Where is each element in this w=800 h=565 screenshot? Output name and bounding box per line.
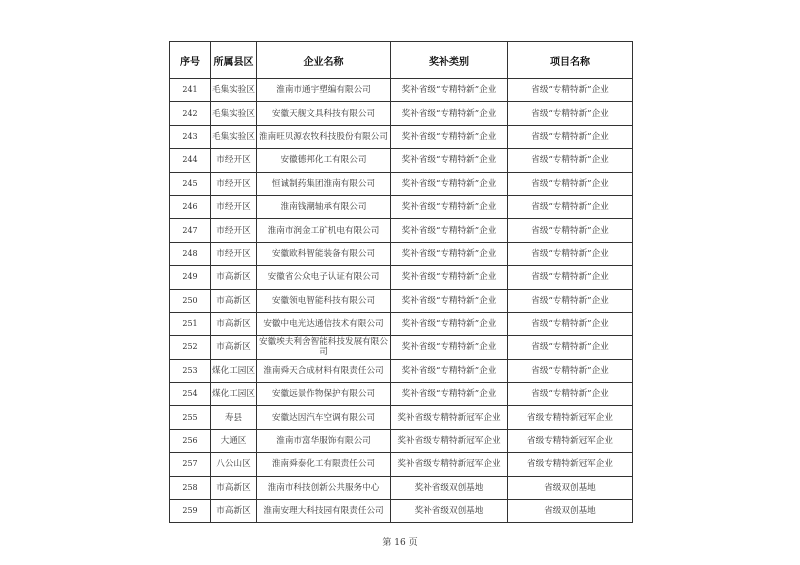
district-cell: 市高新区 <box>211 289 257 312</box>
company-name-cell: 淮南舜天合成材料有限责任公司 <box>257 359 391 382</box>
table-row <box>170 102 633 125</box>
district-cell: 市高新区 <box>211 266 257 289</box>
serial-number-cell: 243 <box>170 125 211 148</box>
district-cell: 市经开区 <box>211 195 257 218</box>
project-name-cell: 省级“专精特新”企业 <box>508 219 633 242</box>
district-cell: 市高新区 <box>211 312 257 335</box>
serial-number-cell: 249 <box>170 266 211 289</box>
table-row <box>170 406 633 429</box>
table-row <box>170 289 633 312</box>
serial-number-cell: 247 <box>170 219 211 242</box>
company-name-cell: 安徽欧科智能装备有限公司 <box>257 242 391 265</box>
subsidy-category-cell: 奖补省级“专精特新”企业 <box>391 125 508 148</box>
subsidy-category-cell: 奖补省级“专精特新”企业 <box>391 359 508 382</box>
serial-number-cell: 251 <box>170 312 211 335</box>
serial-number-cell: 241 <box>170 79 211 102</box>
subsidy-category-cell: 奖补省级“专精特新”企业 <box>391 172 508 195</box>
table-row <box>170 359 633 382</box>
serial-number-cell: 250 <box>170 289 211 312</box>
company-name-cell: 恒诚制药集团淮南有限公司 <box>257 172 391 195</box>
project-name-cell: 省级双创基地 <box>508 476 633 499</box>
project-name-cell: 省级“专精特新”企业 <box>508 242 633 265</box>
table-row <box>170 266 633 289</box>
table-row <box>170 219 633 242</box>
serial-number-cell: 257 <box>170 453 211 476</box>
company-name-cell: 淮南市润金工矿机电有限公司 <box>257 219 391 242</box>
subsidy-category-cell: 奖补省级双创基地 <box>391 500 508 523</box>
subsidy-category-cell: 奖补省级专精特新冠军企业 <box>391 453 508 476</box>
project-name-cell: 省级“专精特新”企业 <box>508 266 633 289</box>
subsidy-category-cell: 奖补省级“专精特新”企业 <box>391 149 508 172</box>
table-row <box>170 500 633 523</box>
subsidy-category-cell: 奖补省级专精特新冠军企业 <box>391 406 508 429</box>
table-header-row <box>170 42 633 79</box>
serial-number-cell: 248 <box>170 242 211 265</box>
company-name-cell: 淮南市通宇塑编有限公司 <box>257 79 391 102</box>
subsidy-category-cell: 奖补省级“专精特新”企业 <box>391 289 508 312</box>
table-row <box>170 79 633 102</box>
table-row <box>170 453 633 476</box>
subsidy-category-cell: 奖补省级双创基地 <box>391 476 508 499</box>
table-row <box>170 242 633 265</box>
district-cell: 煤化工园区 <box>211 359 257 382</box>
table-row <box>170 429 633 452</box>
company-name-cell: 安徽省公众电子认证有限公司 <box>257 266 391 289</box>
table-row <box>170 172 633 195</box>
project-name-cell: 省级“专精特新”企业 <box>508 149 633 172</box>
project-name-cell: 省级双创基地 <box>508 500 633 523</box>
page-number: 第 16 页 <box>382 538 418 548</box>
district-cell: 毛集实验区 <box>211 125 257 148</box>
project-name-cell: 省级“专精特新”企业 <box>508 102 633 125</box>
subsidy-category-cell: 奖补省级“专精特新”企业 <box>391 219 508 242</box>
subsidy-category-cell: 奖补省级“专精特新”企业 <box>391 242 508 265</box>
header-district: 所属县区 <box>211 42 257 79</box>
table-row <box>170 149 633 172</box>
enterprise-subsidy-table <box>169 41 633 523</box>
company-name-cell: 淮南市科技创新公共服务中心 <box>257 476 391 499</box>
district-cell: 市高新区 <box>211 476 257 499</box>
district-cell: 市经开区 <box>211 149 257 172</box>
company-name-cell: 淮南市富华服饰有限公司 <box>257 429 391 452</box>
district-cell: 市经开区 <box>211 242 257 265</box>
table-row <box>170 312 633 335</box>
table-row <box>170 383 633 406</box>
project-name-cell: 省级“专精特新”企业 <box>508 312 633 335</box>
table-row <box>170 125 633 148</box>
subsidy-category-cell: 奖补省级“专精特新”企业 <box>391 383 508 406</box>
company-name-cell: 淮南钱潮轴承有限公司 <box>257 195 391 218</box>
serial-number-cell: 254 <box>170 383 211 406</box>
company-name-cell: 安徽中电光达通信技术有限公司 <box>257 312 391 335</box>
district-cell: 毛集实验区 <box>211 102 257 125</box>
project-name-cell: 省级专精特新冠军企业 <box>508 406 633 429</box>
serial-number-cell: 255 <box>170 406 211 429</box>
company-name-cell: 安徽远景作物保护有限公司 <box>257 383 391 406</box>
company-name-cell: 安徽天舰文具科技有限公司 <box>257 102 391 125</box>
project-name-cell: 省级“专精特新”企业 <box>508 125 633 148</box>
serial-number-cell: 245 <box>170 172 211 195</box>
header-subsidy-category: 奖补类别 <box>391 42 508 79</box>
company-name-cell: 淮南舜泰化工有限责任公司 <box>257 453 391 476</box>
subsidy-category-cell: 奖补省级“专精特新”企业 <box>391 79 508 102</box>
header-serial-number: 序号 <box>170 42 211 79</box>
serial-number-cell: 242 <box>170 102 211 125</box>
serial-number-cell: 244 <box>170 149 211 172</box>
subsidy-category-cell: 奖补省级“专精特新”企业 <box>391 336 508 359</box>
district-cell: 市高新区 <box>211 336 257 359</box>
table-row <box>170 476 633 499</box>
district-cell: 寿县 <box>211 406 257 429</box>
project-name-cell: 省级“专精特新”企业 <box>508 172 633 195</box>
serial-number-cell: 252 <box>170 336 211 359</box>
company-name-cell: 淮南安理大科技园有限责任公司 <box>257 500 391 523</box>
company-name-cell: 安徽德邦化工有限公司 <box>257 149 391 172</box>
district-cell: 八公山区 <box>211 453 257 476</box>
district-cell: 市高新区 <box>211 500 257 523</box>
subsidy-category-cell: 奖补省级“专精特新”企业 <box>391 102 508 125</box>
district-cell: 大通区 <box>211 429 257 452</box>
project-name-cell: 省级“专精特新”企业 <box>508 359 633 382</box>
serial-number-cell: 253 <box>170 359 211 382</box>
project-name-cell: 省级专精特新冠军企业 <box>508 429 633 452</box>
header-company-name: 企业名称 <box>257 42 391 79</box>
serial-number-cell: 256 <box>170 429 211 452</box>
district-cell: 市经开区 <box>211 172 257 195</box>
project-name-cell: 省级“专精特新”企业 <box>508 383 633 406</box>
table-row <box>170 195 633 218</box>
subsidy-category-cell: 奖补省级“专精特新”企业 <box>391 195 508 218</box>
header-project-name: 项目名称 <box>508 42 633 79</box>
project-name-cell: 省级“专精特新”企业 <box>508 195 633 218</box>
project-name-cell: 省级“专精特新”企业 <box>508 289 633 312</box>
serial-number-cell: 259 <box>170 500 211 523</box>
company-name-cell: 安徽领电智能科技有限公司 <box>257 289 391 312</box>
district-cell: 毛集实验区 <box>211 79 257 102</box>
serial-number-cell: 246 <box>170 195 211 218</box>
subsidy-category-cell: 奖补省级“专精特新”企业 <box>391 266 508 289</box>
project-name-cell: 省级“专精特新”企业 <box>508 79 633 102</box>
subsidy-category-cell: 奖补省级“专精特新”企业 <box>391 312 508 335</box>
company-name-cell: 淮南旺贝源农牧科技股份有限公司 <box>257 125 391 148</box>
company-name-cell: 安徽达因汽车空调有限公司 <box>257 406 391 429</box>
table-row <box>170 336 633 359</box>
subsidy-category-cell: 奖补省级专精特新冠军企业 <box>391 429 508 452</box>
project-name-cell: 省级专精特新冠军企业 <box>508 453 633 476</box>
project-name-cell: 省级“专精特新”企业 <box>508 336 633 359</box>
serial-number-cell: 258 <box>170 476 211 499</box>
district-cell: 市经开区 <box>211 219 257 242</box>
company-name-cell: 安徽埃夫利舍智能科技发展有限公司 <box>257 336 391 359</box>
district-cell: 煤化工园区 <box>211 383 257 406</box>
